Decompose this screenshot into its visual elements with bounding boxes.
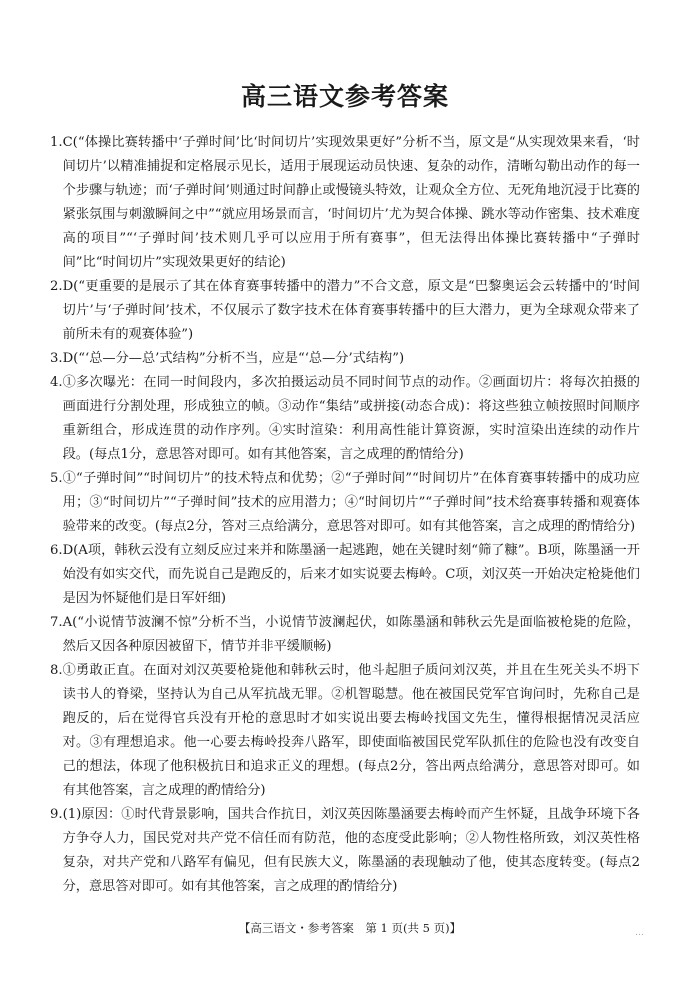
answer-number: 2. bbox=[50, 279, 63, 294]
answer-text: C(“体操比赛转播中‘子弹时间’比‘时间切片’实现效果更好”分析不当，原文是“从实现效果来看，‘时间切片’以精准捕捉和定格展示见长，适用于展现运动员快速、复杂的动作，清晰勾勒出动作的每一个步骤与轨迹；而‘子弹时间’则通过时间静止或慢镜头特效，让观众全方位、无死角地沉浸于比赛的紧张氛围与刺激瞬间之中”“就应用场景而言，‘时间切片’尤为契合体操、跳水等动作密集、技术难度高的项目”“‘子弹时间’技术则几乎可以应用于所有赛事”，但无法得出体操比赛转播中“子弹时间”比“时间切片”实现效果更好的结论) bbox=[62, 135, 640, 270]
answer-number: 9. bbox=[50, 807, 63, 822]
answer-item-2 bbox=[50, 275, 640, 347]
answer-number: 7. bbox=[50, 615, 63, 630]
answer-text: ①多次曝光：在同一时间段内，多次拍摄运动员不同时间节点的动作。②画面切片：将每次拍摄的画面进行分割处理，形成独立的帧。③动作“集结”或拼接(动态合成)：将这些独立帧按照时间顺序重新组合，形成连贯的动作序列。④实时渲染：利用高性能计算资源，实时渲染出连续的动作片段。(每点1分，意思答对即可。如有其他答案，言之成理的酌情给分) bbox=[62, 375, 640, 462]
answer-item-1 bbox=[50, 131, 640, 275]
answer-text: ①“子弹时间”“时间切片”的技术特点和优势；②“子弹时间”“时间切片”在体育赛事转播中的成功应用；③“时间切片”“子弹时间”技术的应用潜力；④“时间切片”“子弹时间”技术给赛事转播和观赛体验带来的改变。(每点2分，答对三点给满分，意思答对即可。如有其他答案，言之成理的酌情给分) bbox=[62, 471, 640, 534]
answer-text: (1)原因：①时代背景影响，国共合作抗日，刘汉英因陈墨涵要去梅岭而产生怀疑，且战争环境下各方争夺人力，国民党对共产党不信任而有防范，他的态度受此影响；②人物性格所致，刘汉英性格复杂，对共产党和八路军有偏见，但有民族大义，陈墨涵的表现触动了他，使其态度转变。(每点2分，意思答对即可。如有其他答案，言之成理的酌情给分) bbox=[62, 807, 640, 894]
answer-item-9 bbox=[50, 803, 640, 899]
answer-text: D(A项，韩秋云没有立刻反应过来并和陈墨涵一起逃跑，她在关键时刻“筛了糠”。B项，陈墨涵一开始没有如实交代，而先说自己是跑反的，后来才如实说要去梅岭。C项，刘汉英一开始决定枪毙他们是因为怀疑他们是日军奸细) bbox=[62, 543, 640, 606]
answer-item-6 bbox=[50, 539, 640, 611]
answer-number: 8. bbox=[50, 663, 63, 678]
answer-number: 3. bbox=[50, 351, 63, 366]
answer-number: 5. bbox=[50, 471, 63, 486]
answer-text: ①勇敢正直。在面对刘汉英要枪毙他和韩秋云时，他斗起胆子质问刘汉英，并且在生死关头不坍下读书人的脊梁，坚持认为自己从军抗战无罪。②机智聪慧。他在被国民党军官询问时，先称自己是跑反的，后在觉得官兵没有开枪的意思时才如实说出要去梅岭找国文先生，懂得根据情况灵活应对。③有理想追求。他一心要去梅岭投奔八路军，即使面临被国民党军队抓住的危险也没有改变自己的想法，体现了他积极抗日和追求正义的理想。(每点2分，答出两点给满分，意思答对即可。如有其他答案，言之成理的酌情给分) bbox=[62, 663, 640, 798]
answer-item-4 bbox=[50, 371, 640, 467]
answer-item-7 bbox=[50, 611, 640, 659]
answer-item-5 bbox=[50, 467, 640, 539]
answer-text: D(“更重要的是展示了其在体育赛事转播中的潜力”不合文意，原文是“巴黎奥运会云转播中的‘时间切片’与‘子弹时间’技术，不仅展示了数字技术在体育赛事转播中的巨大潜力，更为全球观众带来了前所未有的观赛体验”) bbox=[62, 279, 640, 342]
answer-text: A(“小说情节波澜不惊”分析不当，小说情节波澜起伏，如陈墨涵和韩秋云先是面临被枪毙的危险，然后又因各种原因被留下，情节并非平缓顺畅) bbox=[62, 615, 640, 654]
answer-list bbox=[50, 131, 640, 899]
page-footer: 【高三语文・参考答案 第 1 页(共 5 页)】 bbox=[238, 921, 462, 935]
answer-number: 4. bbox=[50, 375, 63, 390]
answer-item-3 bbox=[50, 347, 640, 371]
answer-item-8 bbox=[50, 659, 640, 803]
answer-number: 1. bbox=[50, 135, 63, 150]
corner-mark: … bbox=[635, 928, 644, 938]
answer-text: D(“‘总—分—总’式结构”分析不当，应是“‘总—分’式结构”) bbox=[62, 351, 405, 366]
answer-number: 6. bbox=[50, 543, 63, 558]
page-title: 高三语文参考答案 bbox=[240, 82, 449, 111]
